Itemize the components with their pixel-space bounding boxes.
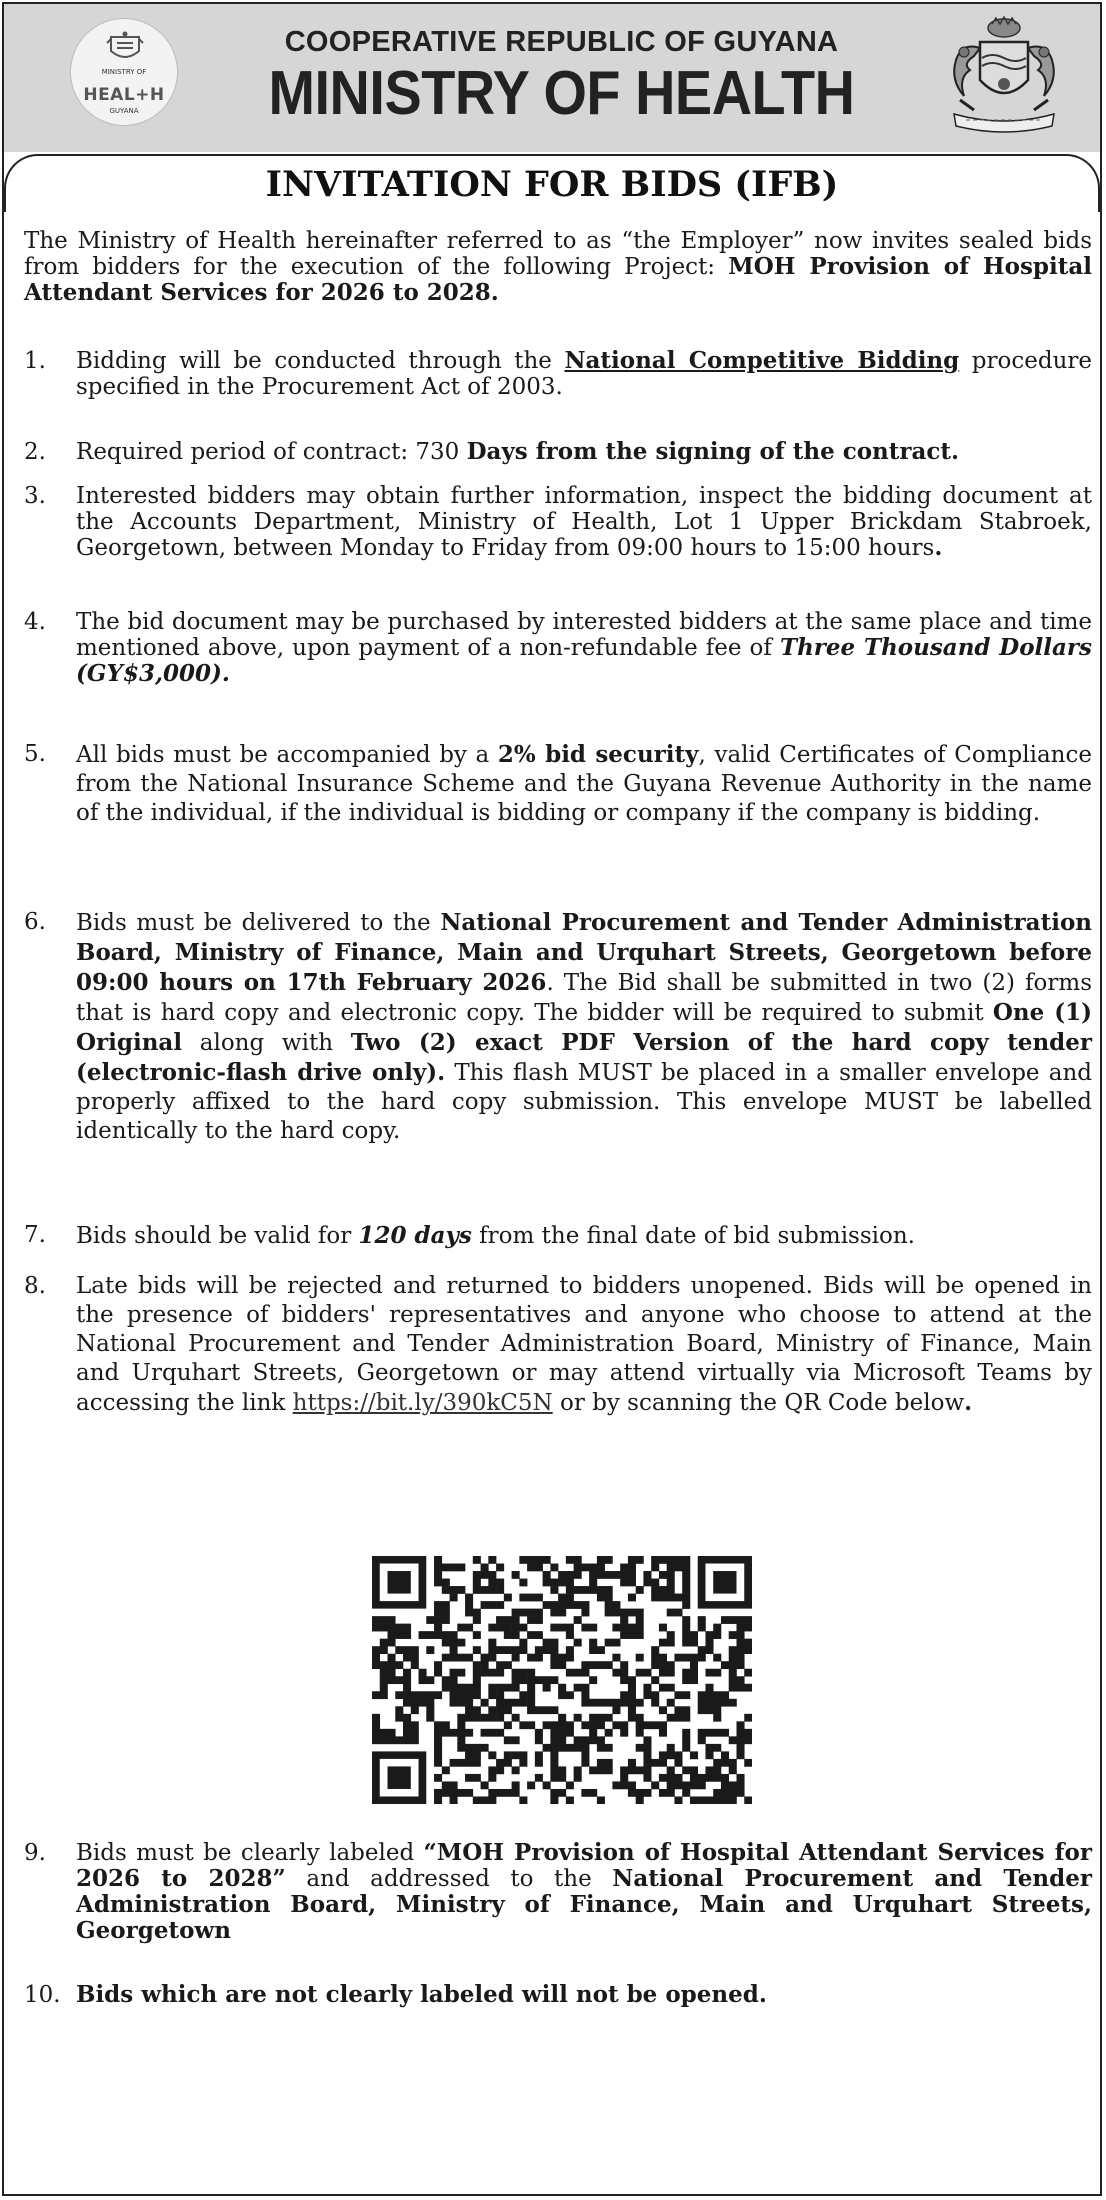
item-number: 3. [24,483,46,509]
list-item-4 [24,609,1092,687]
item-emphasis: . [964,1389,973,1416]
item-number: 1. [24,348,46,374]
item-text: All bids must be accompanied by a [76,742,498,768]
item-number: 4. [24,609,46,635]
ifb-advertisement [2,2,1102,2196]
logo-ministry-of: MINISTRY OF [101,68,147,76]
logo-health-word: HEAL+H [83,85,165,105]
list-item-6 [24,908,1092,1146]
item-emphasis: One (1) Original [76,999,1092,1056]
logo-guyana-word: GUYANA [109,107,139,115]
teams-link[interactable]: https://bit.ly/390kC5N [292,1390,553,1416]
item-emphasis: National Procurement and Tender Administration Board, Ministry of Finance, Main and Urquhart Streets, Georgetown [76,1865,1092,1944]
item-emphasis: National Procurement and Tender Administration Board, Ministry of Finance, Main and Urquhart Streets, Georgetown before 09:00 hours on 17th February 2026 [76,909,1093,996]
item-text: or by scanning the QR Code below [552,1390,965,1416]
list-item-1 [24,348,1092,400]
mini-crest-icon [105,31,145,65]
ministry-name: MINISTRY OF HEALTH [268,59,855,128]
item-text: Bids must be delivered to the [76,910,441,936]
item-text: from the final date of bid submission. [471,1223,915,1249]
item-emphasis: 120 days [358,1222,472,1249]
document-title: INVITATION FOR BIDS (IFB) [265,164,839,205]
ministry-of-health-logo [70,18,178,126]
item-text: Bids must be clearly labeled [76,1840,424,1866]
country-name: COOPERATIVE REPUBLIC OF GUYANA [284,26,839,58]
item-number: 6. [24,909,46,935]
list-item-8 [24,1272,1092,1418]
item-number: 2. [24,439,46,465]
item-text: Bids should be valid for [76,1223,359,1249]
item-text: and addressed to the [285,1866,613,1892]
item-emphasis: Bids which are not clearly labeled will not be opened. [76,1981,767,2008]
item-text: Required period of contract: 730 [76,439,467,465]
list-item-7 [24,1221,1092,1251]
item-text: procedure specified in the Procurement Act of 2003. [76,348,1093,400]
list-item-2 [24,439,1092,465]
intro-project: MOH Provision of Hospital Attendant Services for 2026 to 2028. [24,253,1092,306]
masthead [4,4,1100,152]
item-emphasis: Two (2) exact PDF Version of the hard copy tender (electronic-flash drive only). [76,1029,1092,1086]
item-emphasis: Days from the signing of the contract. [466,438,960,465]
list-item-5 [24,740,1092,828]
item-number: 8. [24,1273,46,1299]
item-emphasis: . [934,534,943,561]
item-text: Late bids will be rejected and returned to bidders unopened. Bids will be opened in the presence of bidders' representatives and anyone who choose to attend at the National Procurement and Tender Administration Board, Ministry of Finance, Main and Urquhart Streets, Georgetown or may attend virtually via Microsoft Teams by accessing the link [76,1273,1092,1416]
item-emphasis: National Competitive Bidding [564,347,960,374]
item-text: , valid Certificates of Compliance from the National Insurance Scheme and the Guyana Revenue Authority in the name of the individual, if the individual is bidding or company if the company is bidding. [76,742,1092,826]
list-item-9 [24,1840,1092,1944]
item-text: Interested bidders may obtain further information, inspect the bidding document at the Accounts Department, Ministry of Health, Lot 1 Upper Brickdam Stabroek, Georgetown, between Monday to Friday from 09:00 hours to 15:00 hours [76,483,1092,561]
qr-code-icon[interactable] [372,1556,752,1804]
item-text: This flash MUST be placed in a smaller envelope and properly affixed to the hard copy submission. This envelope MUST be labelled identically to the hard copy. [76,1060,1092,1144]
intro-paragraph [24,228,1092,306]
item-emphasis: “MOH Provision of Hospital Attendant Services for 2026 to 2028” [76,1839,1093,1892]
item-number: 10. [24,1982,61,2008]
coat-of-arms-icon [944,14,1064,138]
list-item-10 [24,1982,1092,2008]
item-text: Bidding will be conducted through the [76,348,565,374]
item-emphasis: 2% bid security [497,741,699,768]
item-number: 7. [24,1222,46,1248]
list-item-3 [24,483,1092,561]
item-number: 5. [24,741,46,767]
item-number: 9. [24,1840,46,1866]
intro-text: The Ministry of Health hereinafter referred to as “the Employer” now invites sealed bids from bidders for the execution of the following Project: [24,228,1092,280]
item-text: The bid document may be purchased by interested bidders at the same place and time mentioned above, upon payment of a non-refundable fee of [76,609,1092,661]
item-emphasis: Three Thousand Dollars (GY$3,000). [76,634,1092,687]
item-text: . The Bid shall be submitted in two (2) forms that is hard copy and electronic copy. The bidder will be required to submit [76,970,1092,1026]
item-text: along with [182,1030,351,1056]
